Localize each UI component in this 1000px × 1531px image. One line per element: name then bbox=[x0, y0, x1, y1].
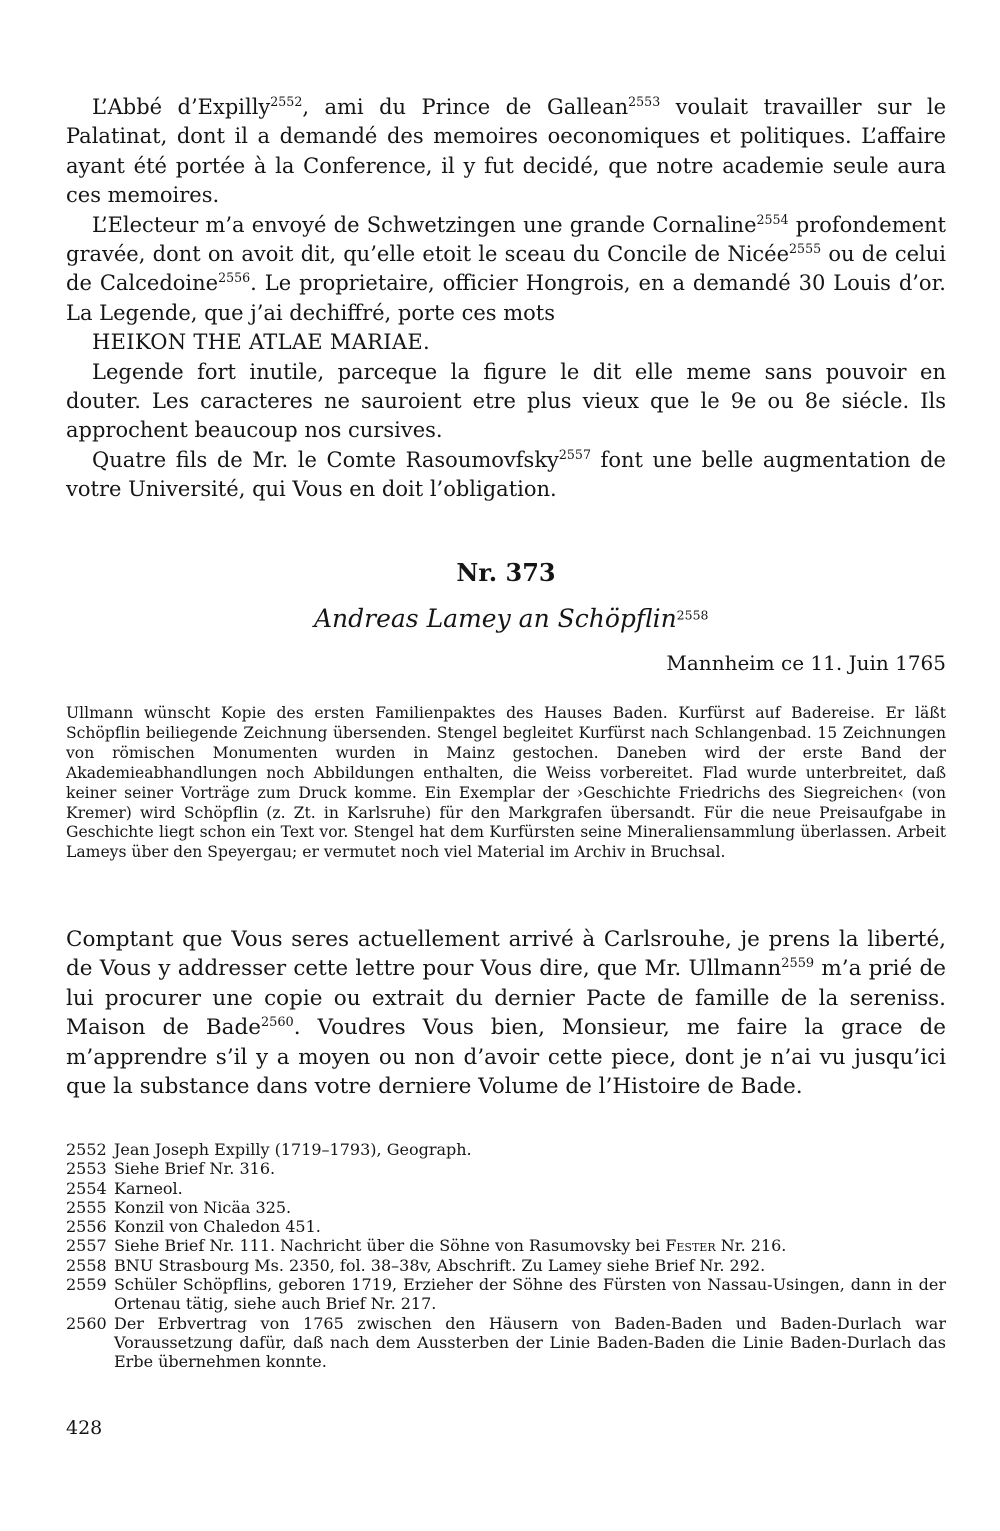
paragraph-rasoumovfsky: Quatre fils de Mr. le Comte Rasoumovfsky$^{2557}$ font une belle augmentation de votre Université, qui Vous en doit l’obligation. bbox=[66, 447, 946, 502]
footnote-number: 2553 bbox=[66, 1159, 107, 1179]
footnote-item: 2557 Siehe Brief Nr. 111. Nachricht über die Söhne von Rasumovsky bei Fester Nr. 216. bbox=[66, 1236, 787, 1256]
letter-body bbox=[66, 925, 946, 1101]
footnote-number: 2559 bbox=[66, 1275, 107, 1295]
footnote-number: 2557 bbox=[66, 1236, 107, 1256]
footnote-number: 2558 bbox=[66, 1255, 107, 1275]
footnote-item: 2553 Siehe Brief Nr. 316. bbox=[66, 1159, 276, 1179]
paragraph-expilly: L’Abbé d’Expilly$^{2552}$, ami du Prince de Gallean$^{2553}$ voulait travailler sur le Palatinat, dont il a demandé des memoires oeconomiques et politiques. L’affaire ayant été portée à la Conference, il y fut decidé, que notre academie seule aura ces memoires. bbox=[66, 94, 946, 208]
paragraph-cornaline: L’Electeur m’a envoyé de Schwetzingen une grande Cornaline$^{2554}$ profondement gravée, dont on avoit dit, qu’elle etoit le sceau du Concile de Nicée$^{2555}$ ou de celui de Calcedoine$^{2556}$. Le proprietaire, officier Hongrois, en a demandé 30 Louis d’or. La Legende, que j’ai dechiffré, porte ces mots bbox=[66, 211, 946, 325]
footnote-ref[interactable]: 2556 bbox=[218, 270, 251, 286]
footnote-ref[interactable]: 2555 bbox=[789, 241, 822, 257]
continued-letter-text bbox=[66, 93, 946, 505]
footnotes-list bbox=[66, 1140, 946, 1372]
footnote-number: 2560 bbox=[66, 1313, 107, 1333]
footnote-ref[interactable]: 2553 bbox=[628, 94, 661, 110]
footnote-ref[interactable]: 2557 bbox=[558, 447, 591, 463]
footnote-ref[interactable]: 2560 bbox=[260, 1015, 294, 1031]
footnote-item: 2552 Jean Joseph Expilly (1719–1793), Geograph. bbox=[66, 1140, 472, 1159]
footnote-item: 2554 Karneol. bbox=[66, 1178, 183, 1198]
footnote-item: 2560 Der Erbvertrag von 1765 zwischen den Häusern von Baden-Baden und Baden-Durlach war Voraussetzung dafür, daß nach dem Aussterben der Linie Baden-Baden die Linie Baden-Durlach das Erbe übernehmen konnte. bbox=[66, 1313, 946, 1372]
letter-number-heading: Nr. 373 bbox=[456, 558, 556, 587]
footnote-ref[interactable]: 2552 bbox=[270, 94, 303, 110]
footnote-item: 2558 BNU Strasbourg Ms. 2350, fol. 38–38v, Abschrift. Zu Lamey siehe Brief Nr. 292. bbox=[66, 1255, 766, 1275]
footnote-ref[interactable]: 2554 bbox=[756, 211, 789, 227]
footnote-ref[interactable]: 2558 bbox=[676, 607, 709, 623]
letter-title: Andreas Lamey an Schöpflin$^{2558}$ bbox=[314, 604, 709, 633]
footnote-ref[interactable]: 2559 bbox=[781, 956, 815, 972]
inscription-line: HEIKON THE ATLAE MARIAE. bbox=[92, 330, 430, 355]
letter-paragraph: Comptant que Vous seres actuellement arrivé à Carlsrouhe, je prens la liberté, de Vous y addresser cette lettre pour Vous dire, que Mr. Ullmann$^{2559}$ m’a prié de lui procurer une copie ou extrait du dernier Pacte de famille de la sereniss. Maison de Bade$^{2560}$. Voudres Vous bien, Monsieur, me faire la grace de m’apprendre s’il y a moyen ou non d’avoir cette piece, dont je n’ai vu jusqu’ici que la substance dans votre derniere Volume de l’Histoire de Bade. bbox=[66, 927, 947, 1100]
letter-summary: Ullmann wünscht Kopie des ersten Familienpaktes des Hauses Baden. Kurfürst auf Badereise. Er läßt Schöpflin beiliegende Zeichnung übersenden. Stengel begleitet Kurfürst nach Schlangenbad. 15 Zeichnungen von römischen Monumenten wurden in Mainz gestochen. Daneben wird der erste Band der Akademieabhandlungen noch Abbildungen enthalten, die Weiss vorbereitet. Flad wurde unterbreitet, daß keiner seiner Vorträge zum Druck komme. Ein Exemplar der ›Geschichte Friedrichs des Siegreichen‹ (von Kremer) wird Schöpflin (z. Zt. in Karlsruhe) für den Markgrafen übersandt. Für die neue Preisaufgabe in Geschichte liegt schon ein Text vor. Stengel hat dem Kurfürsten seine Mineraliensammlung überlassen. Arbeit Lameys über den Speyergau; er vermutet noch viel Material im Archiv in Bruchsal. bbox=[66, 704, 946, 862]
footnote-number: 2556 bbox=[66, 1217, 107, 1237]
footnote-number: 2554 bbox=[66, 1178, 107, 1198]
footnote-number: 2555 bbox=[66, 1197, 107, 1217]
footnote-item: 2559 Schüler Schöpflins, geboren 1719, Erzieher der Söhne des Fürsten von Nassau-Usingen, dann in der Ortenau tätig, siehe auch Brief Nr. 217. bbox=[66, 1275, 946, 1314]
page-number: 428 bbox=[66, 1417, 103, 1439]
author-name: Fester bbox=[665, 1236, 716, 1256]
footnote-item: 2556 Konzil von Chaledon 451. bbox=[66, 1217, 321, 1237]
footnote-number: 2552 bbox=[66, 1140, 107, 1159]
book-page bbox=[66, 0, 946, 1531]
footnote-item: 2555 Konzil von Nicäa 325. bbox=[66, 1197, 292, 1217]
letter-place-date: Mannheim ce 11. Juin 1765 bbox=[666, 651, 946, 675]
paragraph-legende: Legende fort inutile, parceque la figure le dit elle meme sans pouvoir en douter. Les caracteres ne sauroient etre plus vieux que le 9e ou 8e siécle. Ils approchent beaucoup nos cursives. bbox=[66, 359, 946, 443]
